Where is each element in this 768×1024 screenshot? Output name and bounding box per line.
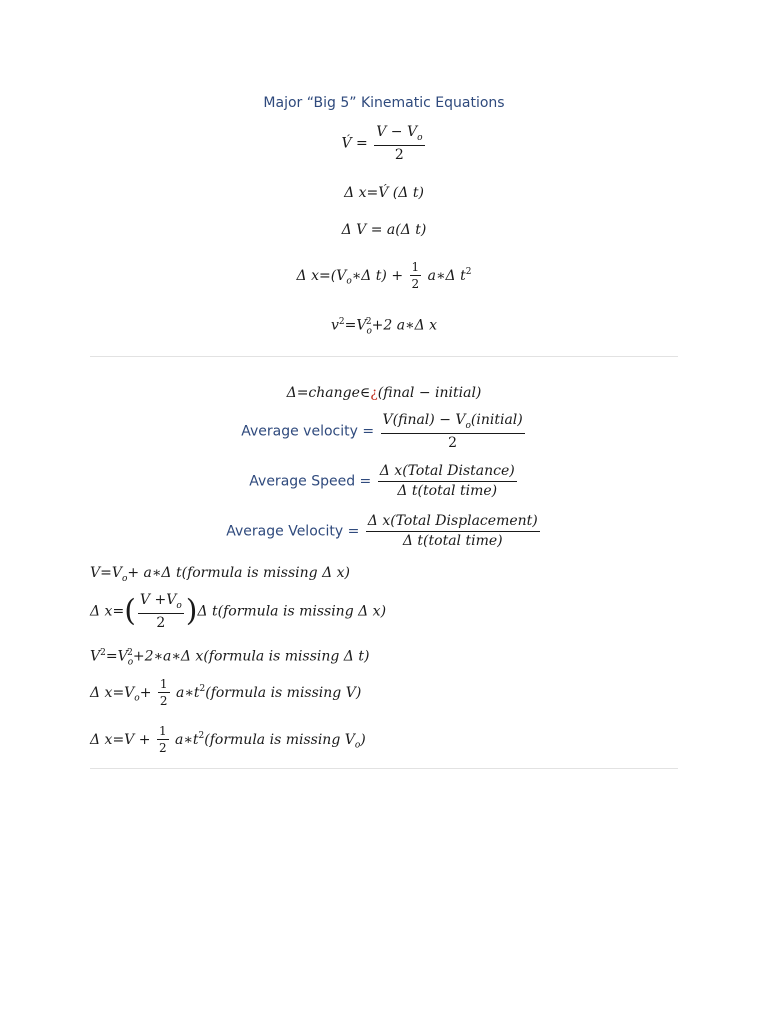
fraction: $\frac{V(final) - V_o(initial)}{2}$ [382,412,523,451]
equation-displacement-acceleration: Δ $x=(V_o∗\Delta$ t) + $\frac{1}{2}$ a∗Δ $t^2$ [296,260,472,292]
formula-missing-initial-velocity: Δ x=V + $\frac{1}{2}$ $a∗t^2(formula$ is missing $V_o$) [90,724,366,756]
equation-velocity-change: Δ V = a(Δ t) [341,222,427,238]
formula-missing-time: $V^2=V_o^2+2∗a∗\Delta$ x(formula is missing Δ t) [90,648,370,668]
formula-missing-displacement-average: Δ x=( $\frac{V +V_o}{2}$ )Δ t(formula is missing Δ x) [90,592,387,631]
page-title: Major “Big 5” Kinematic Equations [263,95,505,111]
fraction: $\frac{1}{2}$ [158,724,167,756]
equation-delta-definition: Δ=change∈¿(final − initial) [286,385,482,401]
fraction: $\frac{\text{Δ x(Total Displacement)}}{\text{Δ t(total time)}}$ [367,513,538,549]
equation-average-velocity-initial-final: Average velocity = $\frac{V(final) - V_o(initial)}{2}$ [241,412,523,451]
equation-average-velocity-displacement: Average Velocity = $\frac{\text{Δ x(Total Displacement)}}{\text{Δ t(total time)}}$ [226,513,538,549]
divider [90,768,678,769]
fraction: $\frac{1}{2}$ [411,260,420,292]
equation-velocity-squared: $v^2=V_o^2+2$ a∗Δ x [330,317,438,337]
formula-missing-displacement: $V=V_o+$ a∗Δ t(formula is missing Δ x) [90,565,350,584]
fraction: $\frac{V +V_o}{2}$ [139,592,182,631]
formula-missing-final-velocity: Δ $x=V_o+$ $\frac{1}{2}$ $a∗t^2(formula$ is missing V) [90,677,362,709]
equation-displacement-average-velocity: Δ x=V́ (Δ t) [344,185,424,201]
fraction: $\frac{\text{Δ x(Total Distance)}}{\text{Δ t(total time)}}$ [379,463,515,499]
fraction: $\frac{1}{2}$ [159,677,168,709]
equation-average-speed: Average Speed = $\frac{\text{Δ x(Total Distance)}}{\text{Δ t(total time)}}$ [249,463,515,499]
divider [90,356,678,357]
equation-average-velocity-definition: V́ = $\frac{V - V_o}{2}$ [341,124,423,163]
fraction: $\frac{V - V_o}{2}$ [376,124,423,163]
